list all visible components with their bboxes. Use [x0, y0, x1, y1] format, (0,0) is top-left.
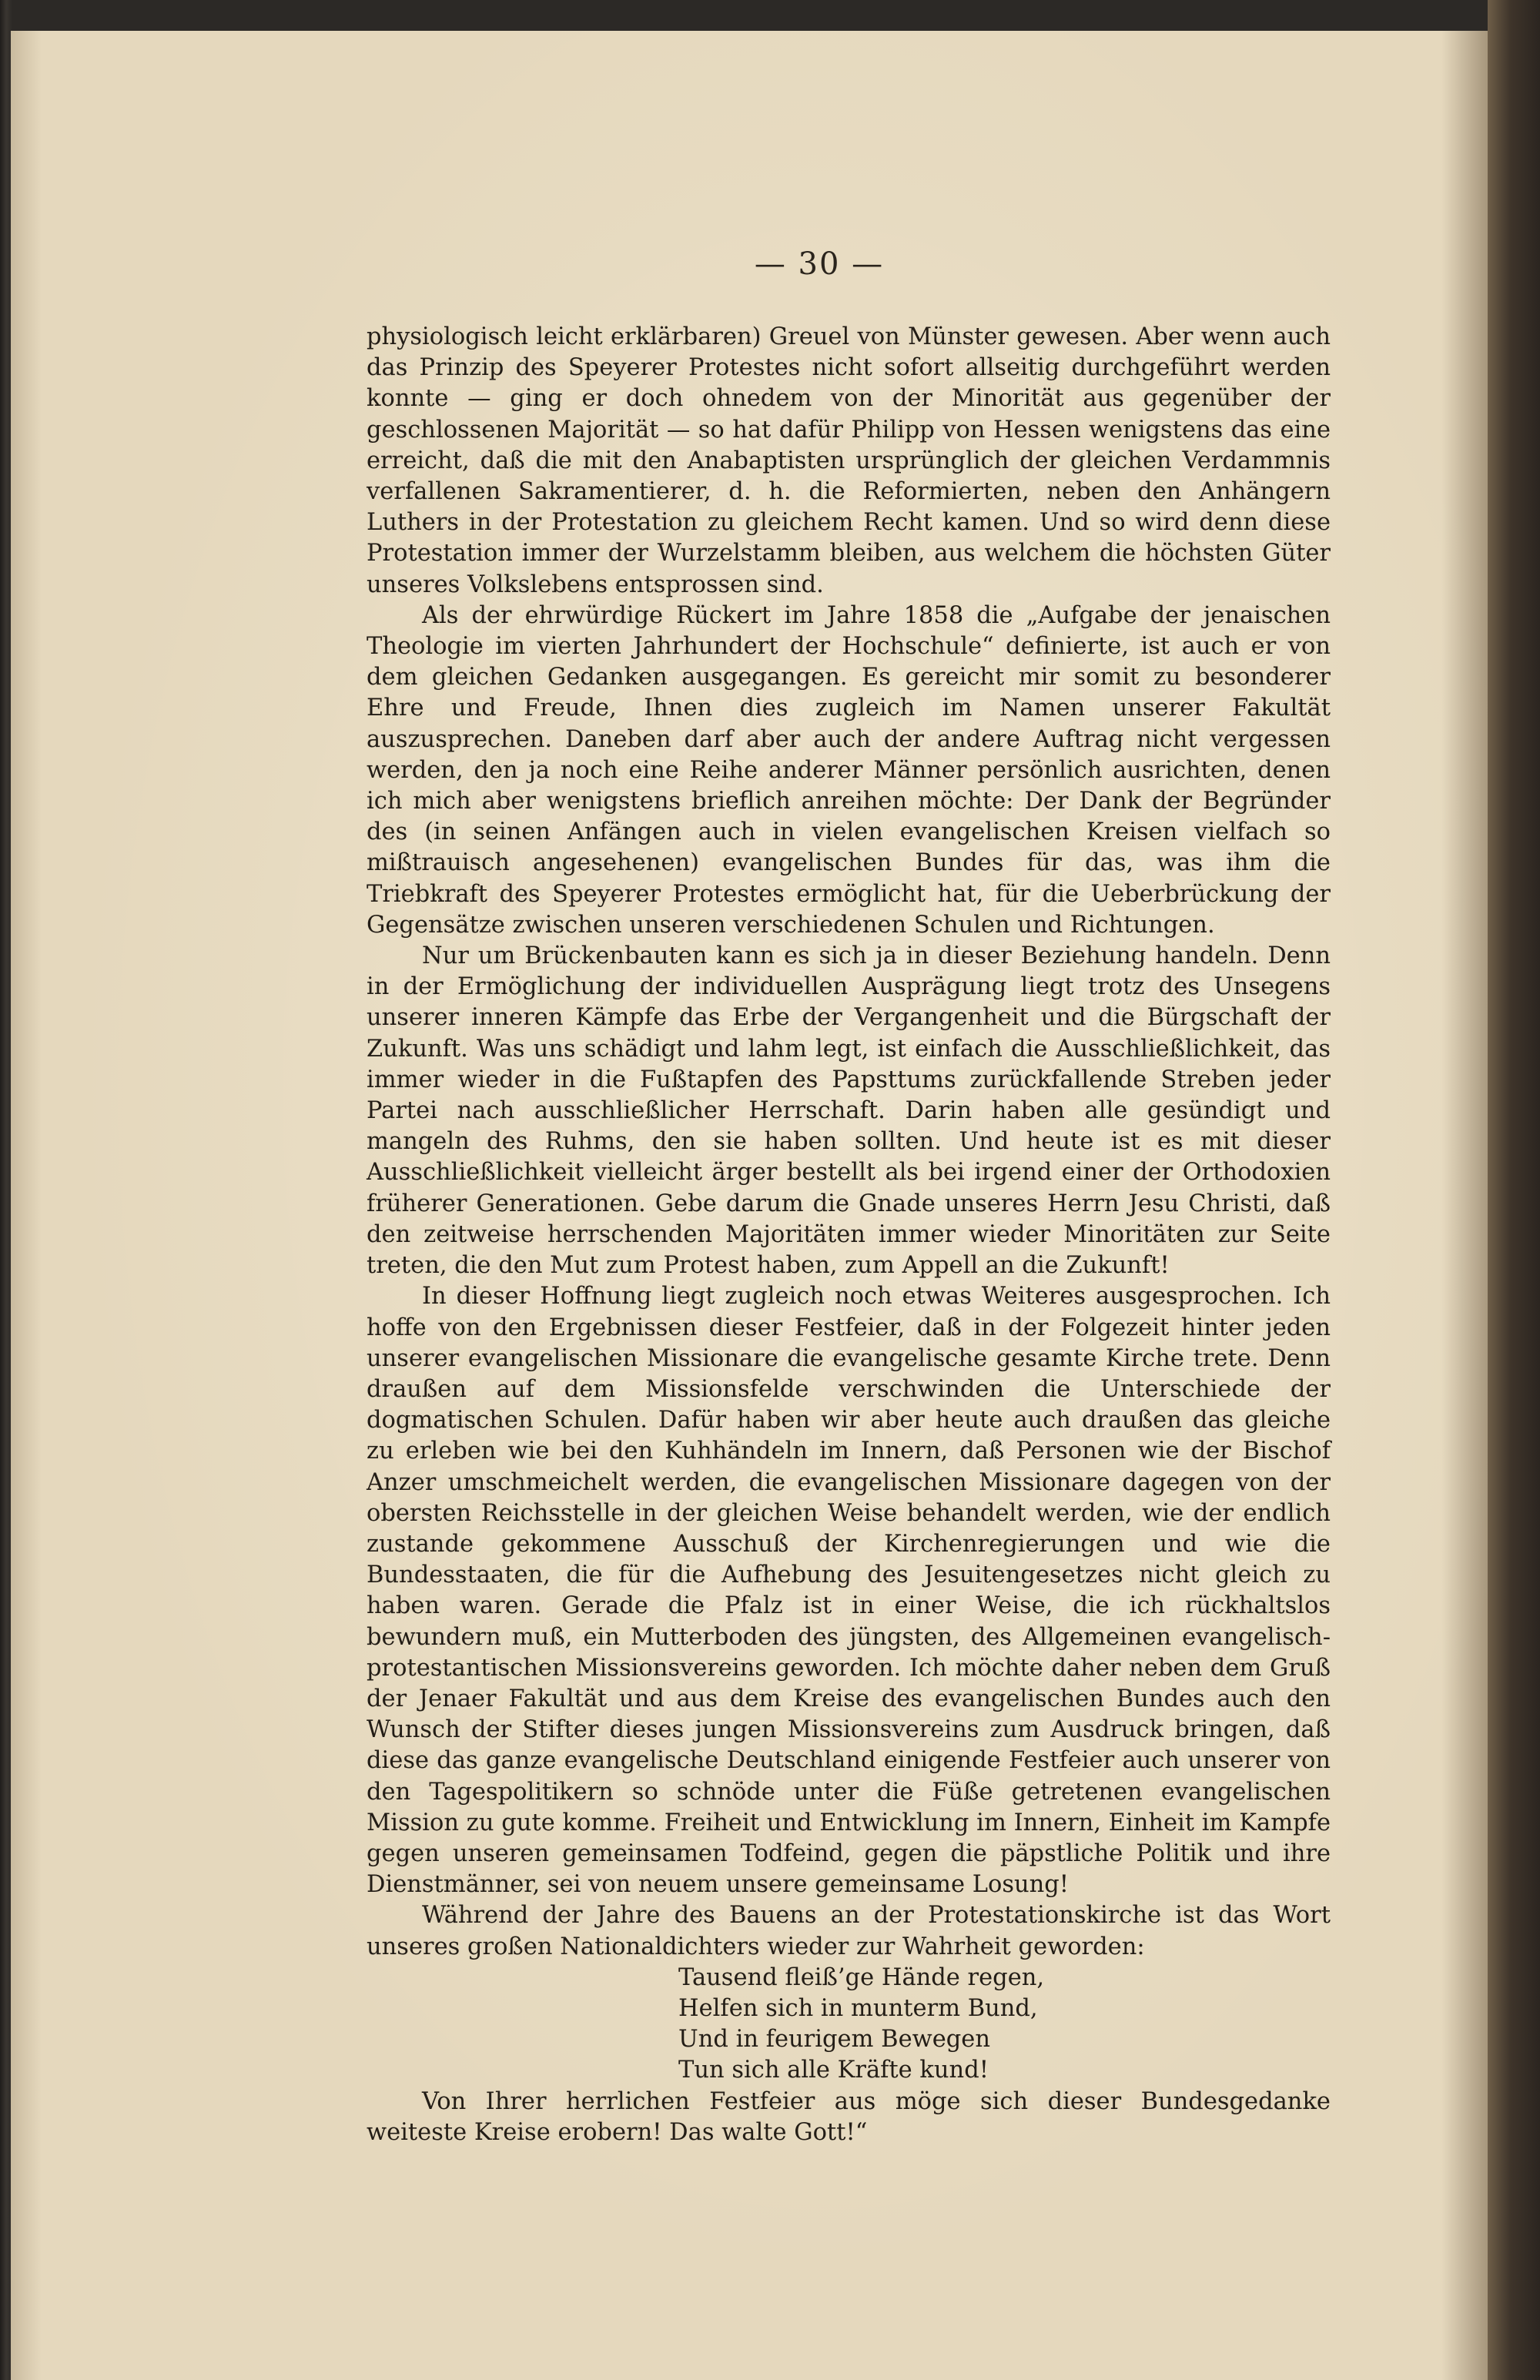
paragraph-1: physiologisch leicht erklärbaren) Greuel von Münster gewesen. Aber wenn auch das Prinzip des Speyerer Protestes nicht sofort allseitig durchgeführt werden konnte — ging er doch ohnedem von der Minorität aus gegenüber der geschlossenen Majorität — so hat dafür Philipp von Hessen wenigstens das eine erreicht, daß die mit den Anabaptisten ursprünglich der gleichen Verdammnis verfallenen Sakramentierer, d. h. die Reformierten, neben den Anhängern Luthers in der Protestation zu gleichem Recht kamen. Und so wird denn diese Protestation immer der Wurzelstamm bleiben, aus welchem die höchsten Güter unseres Volkslebens entsprossen sind.	[367, 323, 1331, 598]
paragraph-5: Während der Jahre des Bauens an der Protestationskirche ist das Wort unseres großen Nationaldichters wieder zur Wahrheit geworden:	[367, 1902, 1331, 1960]
closing-paragraph: Von Ihrer herrlichen Festfeier aus möge sich dieser Bundesgedanke weiteste Kreise erobern! Das walte Gott!“	[367, 2087, 1331, 2146]
book-page	[11, 31, 1488, 2380]
book-spine	[1488, 0, 1540, 2380]
page-number: — 30 —	[754, 246, 885, 282]
paragraph-2: Als der ehrwürdige Rückert im Jahre 1858 die „Aufgabe der jenaischen Theologie im vierten Jahrhundert der Hochschule“ definierte, ist auch er von dem gleichen Gedanken ausgegangen. Es gereicht mir somit zu besonderer Ehre und Freude, Ihnen dies zugleich im Namen unserer Fakultät auszusprechen. Daneben darf aber auch der andere Auftrag nicht vergessen werden, den ja noch eine Reihe anderer Männer persönlich ausrichten, denen ich mich aber wenigstens brieflich anreihen möchte: Der Dank der Begründer des (in seinen Anfängen auch in vielen evangelischen Kreisen vielfach so mißtrauisch angesehenen) evangelischen Bundes für das, was ihm die Triebkraft des Speyerer Protestes ermöglicht hat, für die Ueberbrückung der Gegensätze zwischen unseren verschiedenen Schulen und Richtungen.	[367, 601, 1331, 939]
verse-line: Tausend fleiß’ge Hände regen,	[678, 1963, 1045, 1991]
verse-line: Und in feurigem Bewegen	[678, 2026, 991, 2054]
verse-line: Helfen sich in munterm Bund,	[678, 1994, 1038, 2022]
body-text	[367, 322, 1331, 2148]
verse-quote	[678, 1963, 1331, 2087]
verse-line: Tun sich alle Kräfte kund!	[678, 2057, 989, 2084]
paragraph-3: Nur um Brückenbauten kann es sich ja in dieser Beziehung handeln. Denn in der Ermöglichung der individuellen Ausprägung liegt trotz des Unsegens unserer inneren Kämpfe das Erbe der Vergangenheit und die Bürgschaft der Zukunft. Was uns schädigt und lahm legt, ist einfach die Ausschließlichkeit, das immer wieder in die Fußtapfen des Papsttums zurückfallende Streben jeder Partei nach ausschließlicher Herrschaft. Darin haben alle gesündigt und mangeln des Ruhms, den sie haben sollten. Und heute ist es mit dieser Ausschließlichkeit vielleicht ärger bestellt als bei irgend einer der Orthodoxien früherer Generationen. Gebe darum die Gnade unseres Herrn Jesu Christi, daß den zeitweise herrschenden Majoritäten immer wieder Minoritäten zur Seite treten, die den Mut zum Protest haben, zum Appell an die Zukunft!	[367, 942, 1331, 1280]
paragraph-4: In dieser Hoffnung liegt zugleich noch etwas Weiteres ausgesprochen. Ich hoffe von den Ergebnissen dieser Festfeier, daß in der Folgezeit hinter jeden unserer evangelischen Missionare die evangelische gesamte Kirche trete. Denn draußen auf dem Missionsfelde verschwinden die Unterschiede der dogmatischen Schulen. Dafür haben wir aber heute auch draußen das gleiche zu erleben wie bei den Kuhhändeln im Innern, daß Personen wie der Bischof Anzer umschmeichelt werden, die evangelischen Missionare dagegen von der obersten Reichsstelle in der gleichen Weise behandelt werden, wie der endlich zustande gekommene Ausschuß der Kirchenregierungen und wie die Bundesstaaten, die für die Aufhebung des Jesuitengesetzes nicht gleich zu haben waren. Gerade die Pfalz ist in einer Weise, die ich rückhaltslos bewundern muß, ein Mutterboden des jüngsten, des Allgemeinen evangelisch-protestantischen Missionsvereins geworden. Ich möchte daher neben dem Gruß der Jenaer Fakultät und aus dem Kreise des evangelischen Bundes auch den Wunsch der Stifter dieses jungen Missionsvereins zum Ausdruck bringen, daß diese das ganze evangelische Deutschland einigende Festfeier auch unserer von den Tagespolitikern so schnöde unter die Füße getretenen evangelischen Mission zu gute komme. Freiheit und Entwicklung im Innern, Einheit im Kampfe gegen unseren gemeinsamen Todfeind, gegen die päpstliche Politik und ihre Dienstmänner, sei von neuem unsere gemeinsame Losung!	[367, 1283, 1331, 1899]
